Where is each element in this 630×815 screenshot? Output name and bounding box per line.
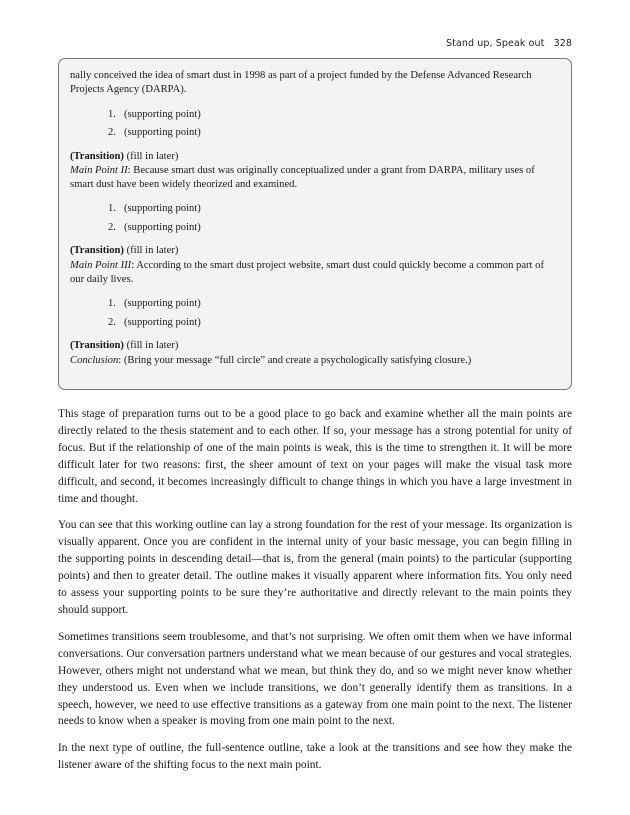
list-item: 1. (supporting point): [108, 298, 201, 310]
transition-2: (Transition) (fill in later): [70, 245, 179, 257]
running-header: [446, 38, 572, 49]
outline-box: [58, 58, 572, 390]
page-number: 328: [553, 38, 572, 49]
body-text: [58, 406, 572, 784]
mp2-supporting-points: [70, 200, 560, 237]
list-item: 1. (supporting point): [108, 203, 201, 215]
paragraph: In the next type of outline, the full-sentence outline, take a look at the transitions and see how they make the listener aware of the shifting focus to the next main point.: [58, 742, 572, 772]
transition-3: (Transition) (fill in later): [70, 340, 179, 352]
list-item: 2. (supporting point): [108, 221, 201, 233]
list-item: 1. (supporting point): [108, 108, 201, 120]
list-item: 2. (supporting point): [108, 316, 201, 328]
main-point-2: Main Point II: Because smart dust was originally conceptualized under a grant from DARPA, military uses of smart dust have been widely theorized and examined.: [70, 164, 535, 191]
list-item: 2. (supporting point): [108, 127, 201, 139]
outline-intro: nally conceived the idea of smart dust in 1998 as part of a project funded by the Defense Advanced Research Projects Agency (DARPA).: [70, 70, 532, 96]
header-title: Stand up, Speak out: [445, 38, 545, 49]
conclusion: Conclusion: (Bring your message “full circle” and create a psychologically satisfying closure.): [70, 354, 472, 366]
main-point-3: Main Point III: According to the smart dust project website, smart dust could quickly become a common part of our daily lives.: [70, 259, 544, 286]
mp3-supporting-points: [70, 295, 560, 332]
paragraph: This stage of preparation turns out to be a good place to go back and examine whether all the main points are directly related to the thesis statement and to each other. If so, your message has a strong potential for unity of focus. But if the relationship of one of the main points is weak, this is the time to strengthen it. It will be more difficult later for two reasons: first, the sheer amount of text on your pages will make the visual task more difficult, and second, it becomes increasingly difficult to change things in which you have a large investment in time and thought.: [58, 408, 572, 505]
paragraph: Sometimes transitions seem troublesome, and that’s not surprising. We often omit them when we have informal conversations. Our conversation partners understand what we mean because of our gestures and vocal strategies. However, others might not understand what we mean, but think they do, and so we might never know whether they understood us. Even when we include transitions, we don’t generally identify them as transitions. In a speech, however, we need to use effective transitions as a gateway from one main point to the next. The listener needs to know when a speaker is moving from one main point to the next.: [58, 630, 572, 728]
transition-1: (Transition) (fill in later): [70, 150, 179, 162]
intro-supporting-points: [70, 106, 560, 143]
paragraph: You can see that this working outline can lay a strong foundation for the rest of your message. Its organization is visually apparent. Once you are confident in the internal unity of your basic message, you can begin filling in the supporting points in descending detail—that is, from the general (main points) to the particular (supporting points) and then to greater detail. The outline makes it visually apparent where information fits. You only need to assess your supporting points to be sure they’re authoritative and directly relevant to the main points they should support.: [58, 519, 572, 616]
